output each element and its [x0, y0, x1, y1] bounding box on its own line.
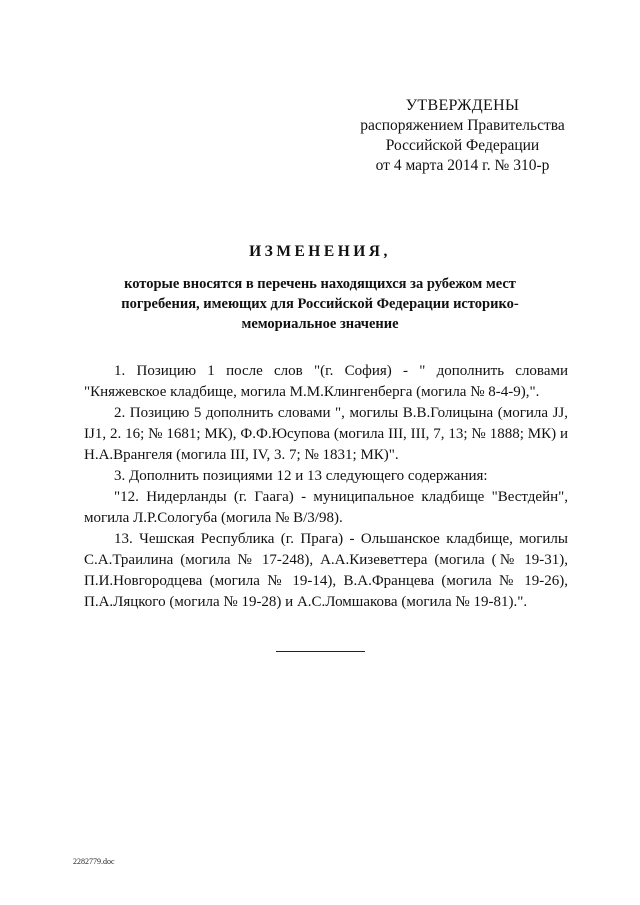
approval-issuer: распоряжением Правительства — [360, 117, 565, 134]
approval-date-number: от 4 марта 2014 г. № 310-р — [375, 157, 550, 174]
approval-heading: УТВЕРЖДЕНЫ — [405, 97, 520, 114]
approval-block — [340, 96, 585, 176]
end-separator-line — [276, 651, 365, 652]
subtitle-line: которые вносятся в перечень находящихся за рубежом мест — [124, 276, 516, 292]
paragraph-5: 13. Чешская Республика (г. Прага) - Ольшанское кладбище, могилы С.А.Траилина (могила № 17-248), А.А.Кизеветтера (могила (№ 19-31), П.И.Новгородцева (могила № 19-14), В.А.Францева (могила № 19-26), П.А.Ляцкого (могила № 19-28) и А.С.Ломшакова (могила № 19-81).". — [84, 531, 568, 610]
approval-issuer-country: Российской Федерации — [385, 137, 540, 154]
file-reference: 2282779.doc — [73, 857, 115, 866]
paragraph-2: 2. Позицию 5 дополнить словами ", могилы В.В.Голицына (могила JJ, IJ1, 2. 16; № 1681; МК), Ф.Ф.Юсупова (могила III, III, 7, 13; № 1888; МК) и Н.А.Врангеля (могила III, IV, 3. 7; № 1831; МК)". — [84, 405, 568, 463]
document-body — [84, 361, 568, 613]
subtitle-line: мемориальное значение — [241, 316, 399, 332]
paragraph-4: "12. Нидерланды (г. Гаага) - муниципальное кладбище "Вестдейн", могила Л.Р.Сологуба (могила № В/3/98). — [84, 489, 568, 526]
paragraph-1: 1. Позицию 1 после слов "(г. София) - " дополнить словами "Княжевское кладбище, могила М.М.Клингенберга (могила № 8-4-9),". — [84, 363, 568, 400]
document-subtitle — [100, 274, 540, 334]
document-title: ИЗМЕНЕНИЯ, — [249, 243, 391, 260]
paragraph-3: 3. Дополнить позициями 12 и 13 следующего содержания: — [114, 468, 488, 484]
subtitle-line: погребения, имеющих для Российской Федерации историко- — [121, 296, 519, 312]
